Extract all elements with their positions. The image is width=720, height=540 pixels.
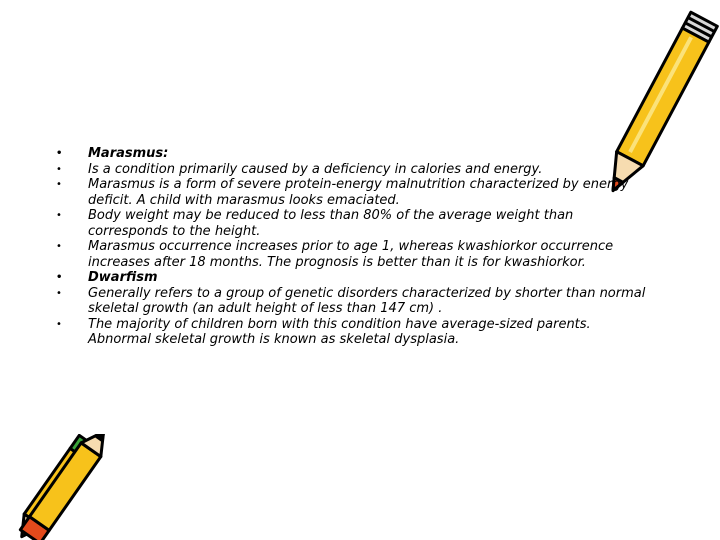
bullet-marker: • [56, 148, 63, 159]
bullet-marker: • [56, 163, 62, 175]
bullet-item [56, 239, 656, 270]
bullet-item [56, 270, 656, 286]
bullet-item [56, 177, 656, 208]
bullet-item [56, 208, 656, 239]
bullet-marker: • [56, 272, 63, 283]
bullet-text: Is a condition primarily caused by a deficiency in calories and energy. [88, 161, 543, 177]
bullet-text: Marasmus is a form of severe protein-energy malnutrition characterized by energy deficit. A child with marasmus looks emaciated. [88, 177, 629, 208]
bullet-text: Body weight may be reduced to less than 80% of the average weight than corresponds to the height. [88, 208, 574, 239]
bullet-marker: • [56, 241, 62, 252]
bullet-item [56, 146, 656, 162]
bullet-text: Dwarfism [88, 270, 158, 285]
bullet-list [56, 146, 656, 348]
bullet-text: Marasmus occurrence increases prior to age 1, whereas kwashiorkor occurrence increases after 18 months. The prognosis is better than it is for kwashiorkor. [88, 239, 614, 270]
bullet-text: Marasmus: [88, 146, 169, 161]
bullet-text: Generally refers to a group of genetic disorders characterized by shorter than normal skeletal growth (an adult height of less than 147 cm) . [88, 285, 646, 316]
bullet-marker: • [56, 179, 62, 190]
pencils-icon [0, 434, 140, 540]
bullet-text: The majority of children born with this condition have average-sized parents. Abnormal skeletal growth is known as skeletal dysplasia. [88, 316, 591, 347]
bullet-marker: • [56, 210, 62, 221]
bullet-marker: • [56, 287, 62, 299]
bullet-marker: • [56, 318, 62, 330]
bullet-item [56, 317, 656, 348]
bullet-item [56, 286, 656, 317]
bullet-item [56, 162, 656, 178]
